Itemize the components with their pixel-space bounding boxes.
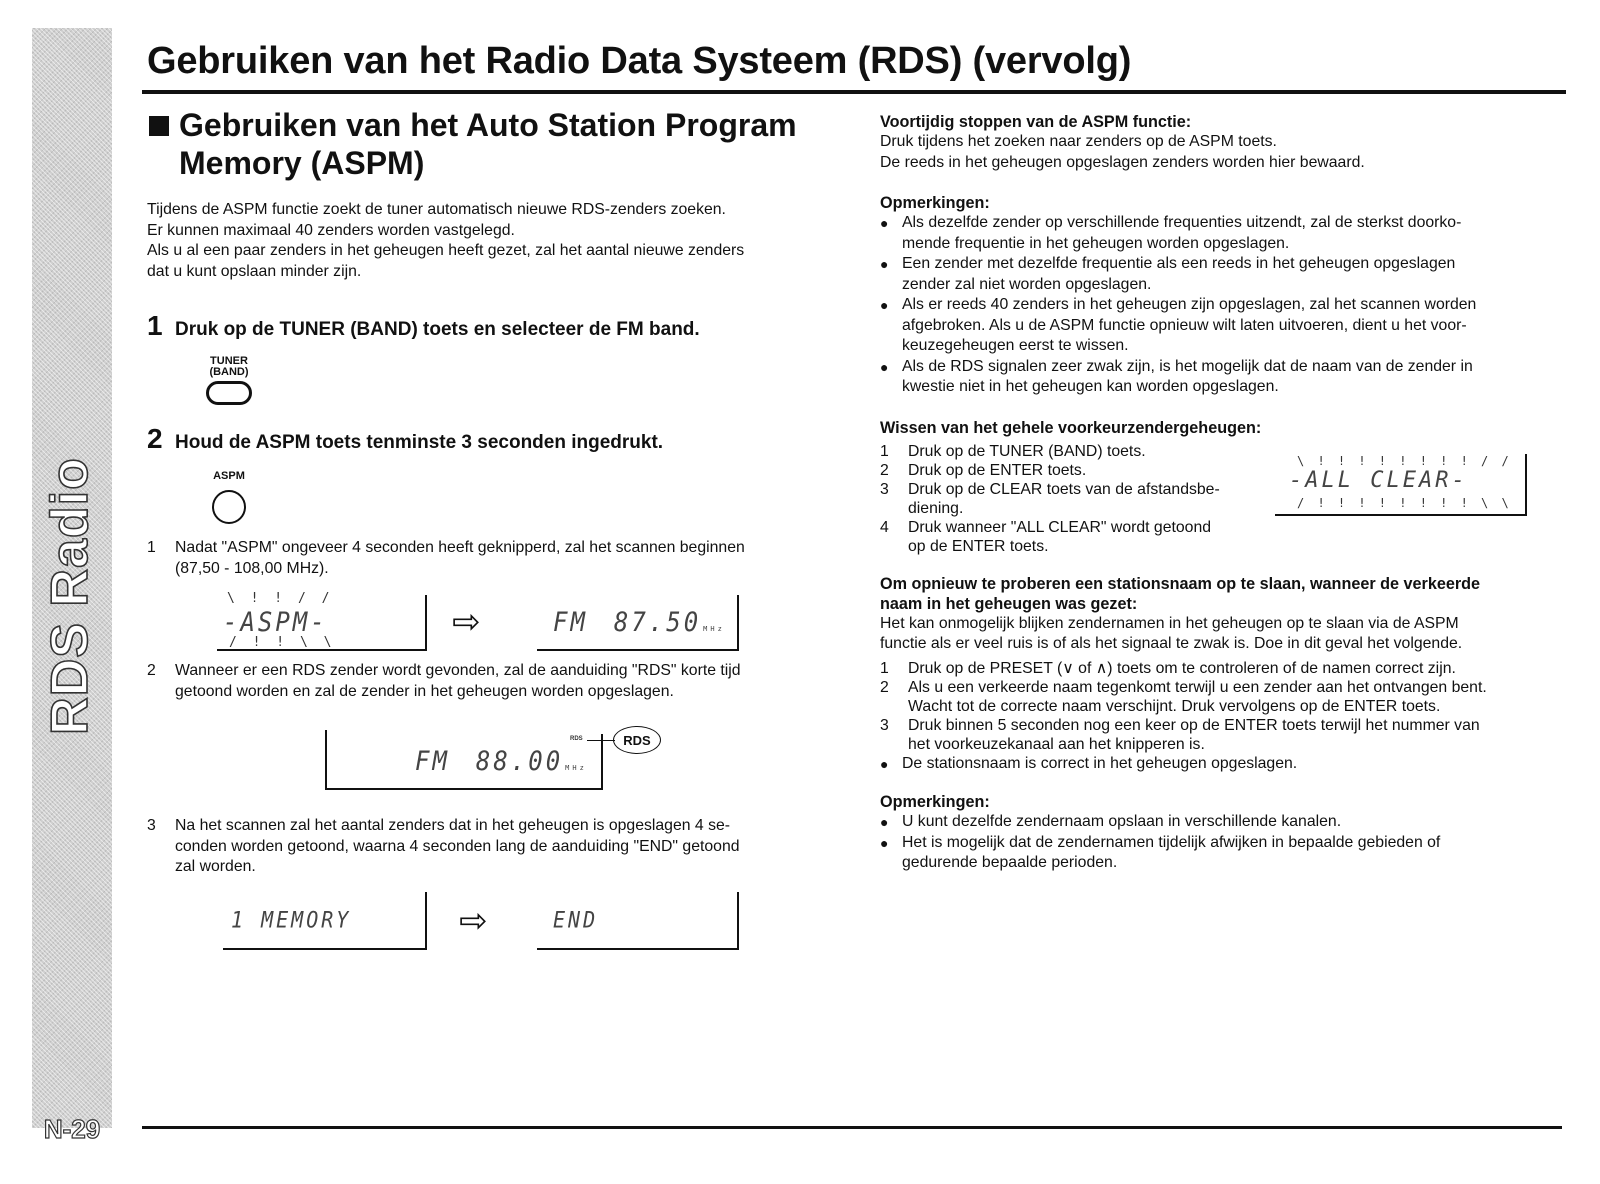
notes-section-1: Opmerkingen: ● Als dezelfde zender op verschillende frequenties uitzendt, zal de sterkst doorko- mende frequentie in het geheugen worden opgeslagen. ● Een zender met dezelfde frequentie als een reeds in het geheugen opgeslagen zender zal niet worden opgeslagen. ● Als er reeds 40 zenders in het geheugen zijn opgeslagen, zal het scannen worden afgebroken. Als u de ASPM functie opnieuw wilt laten uitvoeren, dient u het voor- keuzegeheugen eerst te wissen. ● Als de RDS signalen zeer zwak zijn, is het mogelijk dat de naam van de zender in kwestie niet in het geheugen kan worden opgeslagen. xyxy=(880,193,1566,398)
arrow-right-icon: ⇨ xyxy=(459,901,488,940)
rds-callout-badge: RDS xyxy=(613,726,661,754)
square-bullet-icon xyxy=(149,116,169,136)
step-1: 1 Druk op de TUNER (BAND) toets en selecteer de FM band. xyxy=(147,310,700,341)
list-item: 4 Druk wanneer "ALL CLEAR" wordt getoond op de ENTER toets. xyxy=(880,518,1212,555)
lcd-display-end: END xyxy=(537,892,739,950)
bullet-icon: ● xyxy=(880,834,889,851)
tuner-band-button-icon xyxy=(206,381,252,405)
list-item: 1 Nadat "ASPM" ongeveer 4 seconden heeft geknipperd, zal het scannen beginnen (87,50 - 108,00 MHz). xyxy=(147,539,745,577)
bullet-icon: ● xyxy=(880,755,889,772)
clear-memory-section: Wissen van het gehele voorkeurzendergeheugen: 1 Druk op de TUNER (BAND) toets. 2 Druk op de ENTER toets. 3 Druk op de CLEAR toets van de afstandsbe- diening. 4 Druk wanneer "ALL CLEAR" wordt getoond op de ENTER toets. \ ! ! ! ! ! ! ! ! / / -ALL CLEAR- / ! ! ! ! ! ! ! ! \ \ xyxy=(880,418,1566,556)
list-item: 1 Druk op de TUNER (BAND) toets. xyxy=(880,442,1146,460)
display-aspm-sequence xyxy=(147,591,847,655)
side-tab-label: RDS Radio xyxy=(41,457,99,735)
list-item: 3 Druk op de CLEAR toets van de afstandsbe- diening. xyxy=(880,480,1220,517)
list-item: ● De stationsnaam is correct in het geheugen opgeslagen. xyxy=(880,754,1566,775)
list-item: 1 Druk op de PRESET (∨ of ∧) toets om te controleren of de namen correct zijn. xyxy=(880,659,1456,677)
bullet-icon: ● xyxy=(880,215,889,231)
list-item: ● Als dezelfde zender op verschillende frequenties uitzendt, zal de sterkst doorko- mende frequentie in het geheugen worden opgeslagen. xyxy=(880,213,1566,254)
list-item: ● Als er reeds 40 zenders in het geheugen zijn opgeslagen, zal het scannen worden afgebroken. Als u de ASPM functie opnieuw wilt laten uitvoeren, dient u het voor- keuzegeheugen eerst te wissen. xyxy=(880,295,1566,357)
lcd-display-aspm: - ASPM - xyxy=(217,595,427,651)
step-2: 2 Houd de ASPM toets tenminste 3 seconden ingedrukt. xyxy=(147,423,664,454)
lcd-display-frequency: FM 87.50 MHz xyxy=(537,595,739,651)
blink-rays-icon: / ! ! \ \ xyxy=(229,635,336,650)
aspm-step-list xyxy=(147,538,847,956)
page-number: N-29 xyxy=(43,1114,101,1144)
title-rule xyxy=(142,90,1566,94)
list-item: 3 Na het scannen zal het aantal zenders dat in het geheugen is opgeslagen 4 se- conden worden getoond, waarna 4 seconden lang de aanduiding "END" getoond zal worden. xyxy=(147,817,740,875)
bullet-icon: ● xyxy=(880,358,889,375)
lcd-display-all-clear: \ ! ! ! ! ! ! ! ! / / -ALL CLEAR- / ! ! ! ! ! ! ! ! \ \ xyxy=(1275,454,1527,516)
aspm-button-icon xyxy=(212,490,246,524)
list-item: ● Een zender met dezelfde frequentie als een reeds in het geheugen opgeslagen zender zal niet worden opgeslagen. xyxy=(880,254,1566,295)
bullet-icon: ● xyxy=(880,297,889,313)
notes-section-2: Opmerkingen: ● U kunt dezelfde zendernaam opslaan in verschillende kanalen. ● Het is mogelijk dat de zendernamen tijdelijk afwijken in bepaalde gebieden of gedurende bepaalde perioden. xyxy=(880,792,1566,874)
blink-rays-icon: \ ! ! / / xyxy=(227,591,334,606)
list-item: 2 Als u een verkeerde naam tegenkomt terwijl u een zender aan het ontvangen bent. Wacht tot de correcte naam verschijnt. Druk vervolgens op de ENTER toets. xyxy=(880,678,1487,715)
tuner-band-button-figure: TUNER (BAND) xyxy=(199,356,259,405)
list-item: ● U kunt dezelfde zendernaam opslaan in verschillende kanalen. xyxy=(880,812,1566,833)
stop-aspm-section: Voortijdig stoppen van de ASPM functie: Druk tijdens het zoeken naar zenders op de ASPM toets. De reeds in het geheugen opgeslagen zenders worden hier bewaard. xyxy=(880,113,1365,171)
list-item: ● Als de RDS signalen zeer zwak zijn, is het mogelijk dat de naam van de zender in kwestie niet in het geheugen kan worden opgeslagen. xyxy=(880,357,1566,398)
arrow-right-icon: ⇨ xyxy=(452,603,481,641)
list-item: ● Het is mogelijk dat de zendernamen tijdelijk afwijken in bepaalde gebieden of gedurende bepaalde perioden. xyxy=(880,833,1566,874)
aspm-button-figure: ASPM xyxy=(199,471,259,524)
lcd-display-rds: FM 88.00 MHz xyxy=(325,734,603,790)
left-column xyxy=(147,106,847,962)
bottom-rule xyxy=(142,1126,1562,1129)
list-item: 2 Druk op de ENTER toets. xyxy=(880,461,1087,479)
list-item: 3 Druk binnen 5 seconden nog een keer op de ENTER toets terwijl het nummer van het voorkeuzekanaal aan het knipperen is. xyxy=(880,716,1480,753)
display-rds-found: FM 88.00 MHz RDS RDS xyxy=(147,714,847,810)
retry-step-list xyxy=(880,659,1566,754)
side-tab xyxy=(32,28,112,1144)
right-column xyxy=(880,112,1566,874)
retry-name-section: Om opnieuw te proberen een stationsnaam op te slaan, wanneer de verkeerde naam in het geheugen was gezet: Het kan onmogelijk blijken zendernamen in het geheugen op te slaan via de ASPM functie als er veel ruis is of als het signaal te zwak is. Doe in dit geval het volgende. 1 Druk op de PRESET (∨ of ∧) toets om te controleren of de namen correct zijn. 2 Als u een verkeerde naam tegenkomt terwijl u een zender aan het ontvangen bent. Wacht tot de correcte naam verschijnt. Druk vervolgens op de ENTER toets. 3 Druk binnen 5 seconden nog een keer op de ENTER toets terwijl het nummer van het voorkeuzekanaal aan het knipperen is. ● De stationsnaam is correct in het geheugen opgeslagen. xyxy=(880,574,1566,775)
intro-text: Tijdens de ASPM functie zoekt de tuner automatisch nieuwe RDS-zenders zoeken. Er kunnen maximaal 40 zenders worden vastgelegd. Als u al een paar zenders in het geheugen heeft gezet, zal het aantal nieuwe zenders dat u kunt opslaan minder zijn. xyxy=(147,201,745,280)
display-memory-end xyxy=(147,892,847,956)
page-title: Gebruiken van het Radio Data Systeem (RDS) (vervolg) xyxy=(147,40,1132,82)
lcd-display-memory: 1 MEMORY xyxy=(223,892,427,950)
bullet-icon: ● xyxy=(880,256,889,272)
list-item: 2 Wanneer er een RDS zender wordt gevonden, zal de aanduiding "RDS" korte tijd getoond worden en zal de zender in het geheugen worden opgeslagen. xyxy=(147,662,741,700)
section-title: Gebruiken van het Auto Station Program Memory (ASPM) xyxy=(147,106,847,182)
clear-step-list xyxy=(880,442,1260,556)
bullet-icon: ● xyxy=(880,814,889,830)
